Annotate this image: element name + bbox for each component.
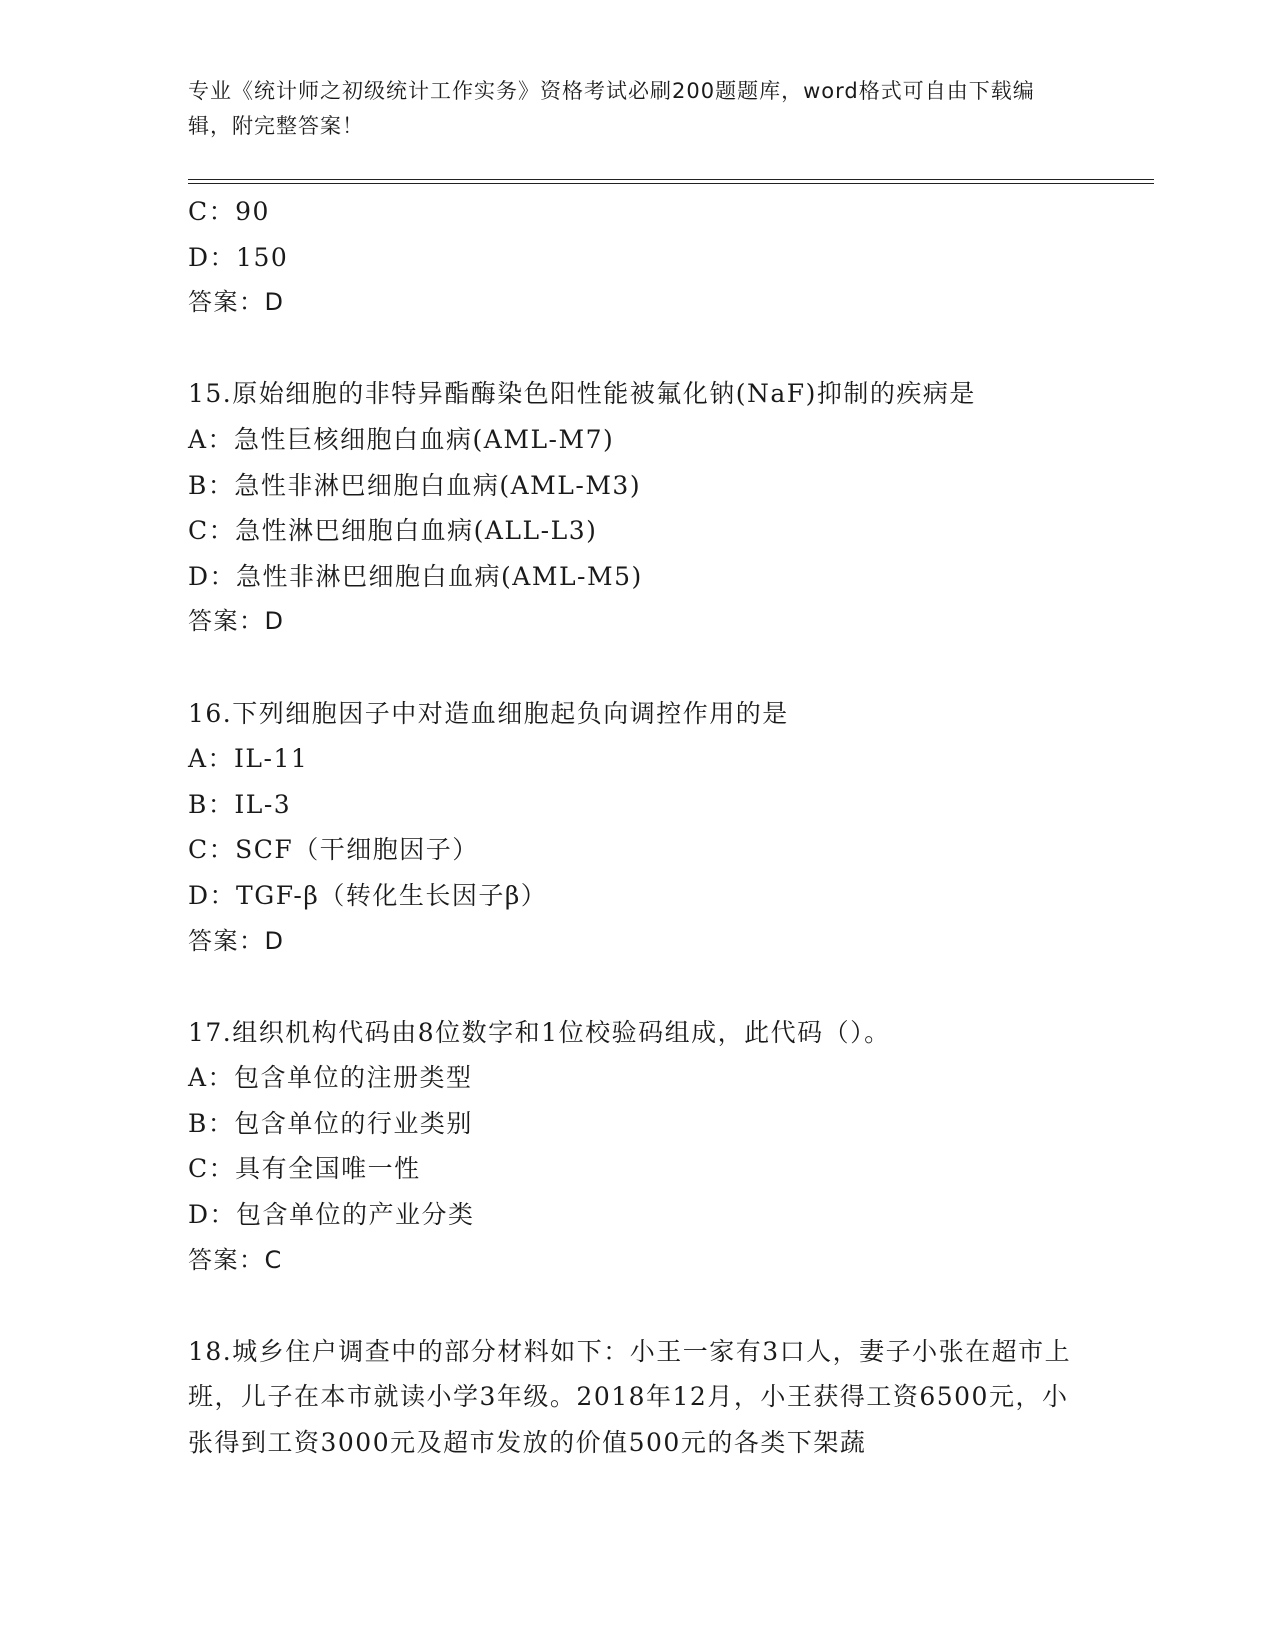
question-15-option-d: D：急性非淋巴细胞白血病(AML-M5) (188, 561, 643, 591)
question-15-option-b: B：急性非淋巴细胞白血病(AML-M3) (188, 470, 642, 500)
question-15-option-c: C：急性淋巴细胞白血病(ALL-L3) (188, 516, 598, 546)
question-16-option-c: C：SCF（干细胞因子） (188, 835, 479, 865)
question-17-option-b: B：包含单位的行业类别 (188, 1108, 473, 1138)
question-15-stem: 15.原始细胞的非特异酯酶染色阳性能被氟化钠(NaF)抑制的疾病是 (188, 379, 976, 409)
header-rule-bottom (188, 183, 1154, 184)
question-15-option-a: A：急性巨核细胞白血病(AML-M7) (188, 424, 615, 454)
question-16-stem: 16.下列细胞因子中对造血细胞起负向调控作用的是 (188, 698, 789, 728)
question-15-answer: 答案：D (188, 607, 285, 636)
question-content (188, 189, 1088, 1466)
option-c: C：90 (188, 197, 270, 226)
header-rule-top (188, 179, 1154, 180)
option-d: D：150 (188, 242, 289, 272)
question-16-option-b: B：IL-3 (188, 789, 292, 819)
header-title: 专业《统计师之初级统计工作实务》资格考试必刷200题题库，word格式可自由下载编辑，附完整答案！ (188, 79, 1035, 138)
question-17-option-d: D：包含单位的产业分类 (188, 1200, 475, 1230)
question-16-option-a: A：IL-11 (188, 744, 309, 774)
document-header (188, 74, 1068, 144)
spacer (188, 326, 1088, 372)
question-17-answer: 答案：C (188, 1245, 283, 1274)
question-16-option-d: D：TGF-β（转化生长因子β） (188, 880, 548, 910)
question-17-option-a: A：包含单位的注册类型 (188, 1063, 473, 1093)
spacer (188, 1283, 1088, 1329)
question-17-option-c: C：具有全国唯一性 (188, 1154, 421, 1184)
spacer (188, 645, 1088, 691)
answer-line: 答案：D (188, 288, 285, 317)
question-17-stem: 17.组织机构代码由8位数字和1位校验码组成，此代码（）。 (188, 1017, 891, 1047)
question-18-stem: 18.城乡住户调查中的部分材料如下：小王一家有3口人，妻子小张在超市上班，儿子在本市就读小学3年级。2018年12月，小王获得工资6500元，小张得到工资3000元及超市发放的价值500元的各类下架蔬 (188, 1336, 1072, 1458)
spacer (188, 964, 1088, 1010)
question-16-answer: 答案：D (188, 926, 285, 955)
